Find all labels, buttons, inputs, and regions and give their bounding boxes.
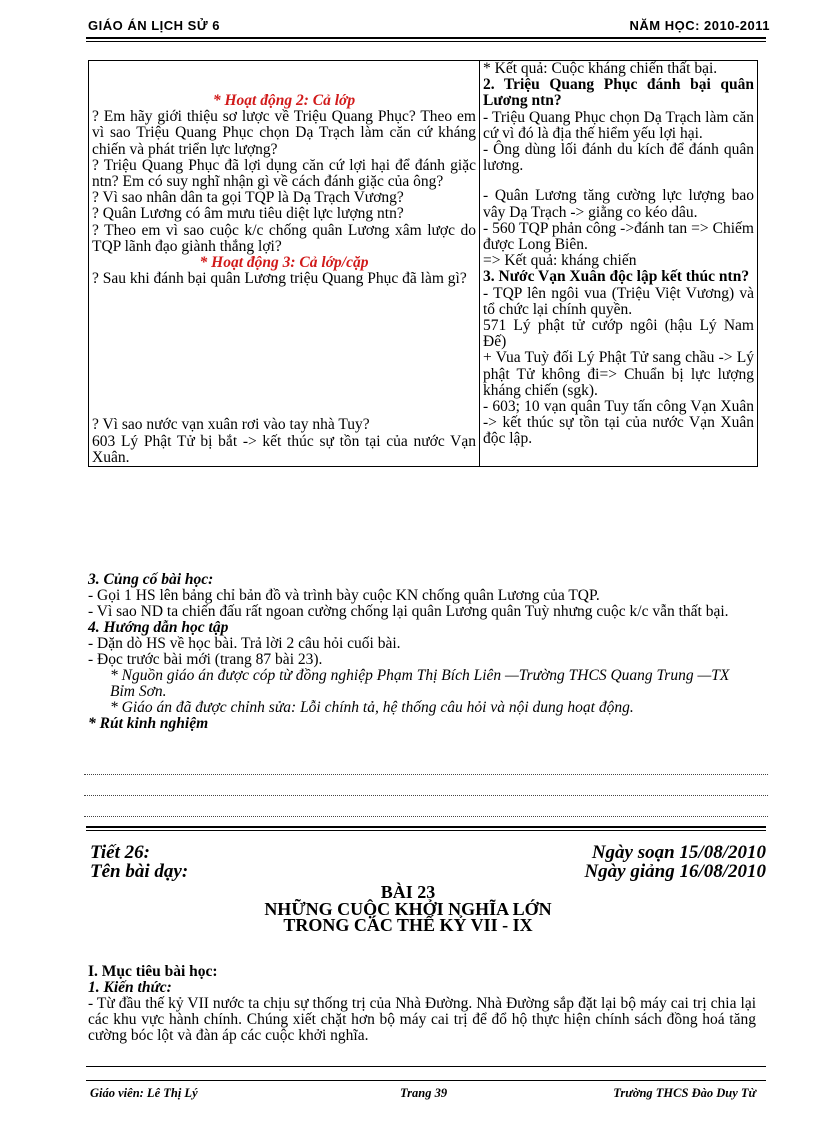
consolidation-line: - Vì sao ND ta chiến đấu rất ngoan cường chống lại quân Lương quân Tuỳ nhưng cuộc k/c vẫn thất bại. bbox=[88, 603, 729, 620]
teaching-date: Ngày giảng 16/08/2010 bbox=[584, 861, 766, 882]
consolidation-section bbox=[88, 572, 756, 732]
teacher-student-activities bbox=[89, 61, 480, 467]
knowledge-heading: 1. Kiến thức: bbox=[88, 979, 172, 996]
footer-page: Trang 39 bbox=[400, 1086, 448, 1100]
question: ? Em hãy giới thiệu sơ lược về Triệu Quang Phục? Theo em vì sao Triệu Quang Phục chọn Dạ Trạch làm căn cứ kháng chiến và phát triển lực lượng? bbox=[92, 108, 476, 158]
footer-teacher: Giáo viên: Lê Thị Lý bbox=[90, 1086, 198, 1100]
lesson-name-label: Tên bài dạy: bbox=[90, 861, 189, 882]
guide-heading: 4. Hướng dẫn học tập bbox=[88, 619, 229, 636]
activity-2-heading: * Hoạt động 2: Cả lớp bbox=[212, 92, 356, 109]
question: ? Sau khi đánh bại quân Lương triệu Quang Phục đã làm gì? bbox=[92, 270, 467, 288]
content-heading: 3. Nước Vạn Xuân độc lập kết thúc ntn? bbox=[483, 268, 750, 286]
question: ? Quân Lương có âm mưu tiêu diệt lực lượng ntn? bbox=[92, 205, 404, 223]
footer-school: Trường THCS Đào Duy Từ bbox=[613, 1086, 756, 1100]
lesson-title-line-1: NHỮNG CUỘC KHỞI NGHĨA LỚN bbox=[264, 899, 552, 919]
header-subject: GIÁO ÁN LỊCH SỬ 6 bbox=[88, 18, 220, 33]
lesson-table bbox=[88, 60, 758, 467]
prepared-date: Ngày soạn 15/08/2010 bbox=[591, 842, 766, 863]
source-note: * Nguồn giáo án được cóp từ đồng nghiệp Phạm Thị Bích Liên —Trường THCS Quang Trung —TX Bỉm Sơn. bbox=[110, 667, 730, 700]
knowledge-text: - Từ đầu thế kỷ VII nước ta chịu sự thống trị của Nhà Đường. Nhà Đường sắp đặt lại bộ máy cai trị chia lại các khu vực hành chính. Chúng xiết chặt hơn bộ máy cai trị để đổ hộ thực hiện chính sách đồng hoá tăng cường bóc lột và đàn áp các cuộc khởi nghĩa. bbox=[88, 995, 756, 1044]
period-label: Tiết 26: bbox=[90, 842, 150, 863]
footer-rule bbox=[86, 1066, 766, 1067]
guide-line: - Dặn dò HS về học bài. Trả lời 2 câu hỏi cuối bài. bbox=[88, 635, 401, 652]
header-rule bbox=[86, 37, 766, 39]
lesson-number: BÀI 23 bbox=[380, 882, 436, 902]
question: ? Vì sao nhân dân ta gọi TQP là Dạ Trạch Vương? bbox=[92, 189, 404, 207]
content-line: - 603; 10 vạn quân Tuy tấn công Vạn Xuân -> kết thúc sự tồn tại của nước Vạn Xuân độc lập. bbox=[483, 398, 754, 448]
content-line: * Kết quả: Cuộc kháng chiến thất bại. bbox=[483, 60, 718, 77]
consolidation-heading: 3. Củng cố bài học: bbox=[88, 571, 214, 588]
header-school-year: NĂM HỌC: 2010-2011 bbox=[629, 18, 770, 33]
content-line: - 560 TQP phản công ->đánh tan => Chiếm được Long Biên. bbox=[483, 219, 754, 254]
question: ? Vì sao nước vạn xuân rơi vào tay nhà Tuy? bbox=[92, 416, 370, 434]
question: 603 Lý Phật Tử bị bắt -> kết thúc sự tồn tại của nước Vạn Xuân. bbox=[92, 432, 476, 466]
content-line: + Vua Tuỳ đối Lý Phật Tử sang chầu -> Lý phật Tử không đi=> Chuẩn bị lực lượng kháng chiến (sgk). bbox=[483, 349, 754, 399]
dotted-line bbox=[84, 816, 768, 817]
question: ? Triệu Quang Phục đã lợi dụng căn cứ lợi hại để đánh giặc ntn? Em có suy nghĩ nhận gì về cách đánh giặc của ông? bbox=[92, 156, 476, 191]
dotted-line bbox=[84, 795, 768, 796]
consolidation-line: - Gọi 1 HS lên bảng chỉ bản đồ và trình bày cuộc KN chống quân Lương của TQP. bbox=[88, 587, 600, 604]
guide-line: - Đọc trước bài mới (trang 87 bài 23). bbox=[88, 651, 323, 668]
edit-note: * Giáo án đã được chỉnh sửa: Lỗi chính tả, hệ thống câu hỏi và nội dung hoạt động. bbox=[110, 699, 634, 716]
content-line: 571 Lý phật tử cướp ngôi (hậu Lý Nam Đế) bbox=[483, 317, 754, 351]
section-separator-thin bbox=[86, 830, 766, 831]
content-line: => Kết quả: kháng chiến bbox=[483, 252, 637, 270]
lesson-title-line-2: TRONG CÁC THẾ KỶ VII - IX bbox=[283, 915, 533, 935]
content-line: - Quân Lương tăng cường lực lượng bao vây Dạ Trạch -> giằng co kéo dâu. bbox=[483, 187, 754, 221]
objectives-section bbox=[88, 964, 756, 1044]
content-heading: 2. Triệu Quang Phục đánh bại quân Lương ntn? bbox=[483, 76, 754, 110]
objectives-heading: I. Mục tiêu bài học: bbox=[88, 963, 218, 980]
header-rule-thin bbox=[86, 41, 766, 42]
dotted-line bbox=[84, 774, 768, 775]
activity-3-heading: * Hoạt động 3: Cả lớp/cặp bbox=[199, 254, 369, 272]
section-separator bbox=[86, 826, 766, 828]
content-line: - Triệu Quang Phục chọn Dạ Trạch làm căn cứ vì đó là địa thế hiểm yếu lợi hại. bbox=[483, 108, 754, 142]
content-line: - TQP lên ngôi vua (Triệu Việt Vương) và tổ chức lại chính quyền. bbox=[483, 284, 754, 318]
content-line: - Ông dùng lối đánh du kích để đánh quân lương. bbox=[483, 141, 754, 175]
question: ? Theo em vì sao cuộc k/c chống quân Lương xâm lược do TQP lãnh đạo giành thắng lợi? bbox=[92, 221, 476, 255]
footer-rule-2 bbox=[86, 1080, 766, 1081]
lesson-content bbox=[480, 61, 758, 467]
experience-heading: * Rút kinh nghiệm bbox=[88, 715, 209, 732]
